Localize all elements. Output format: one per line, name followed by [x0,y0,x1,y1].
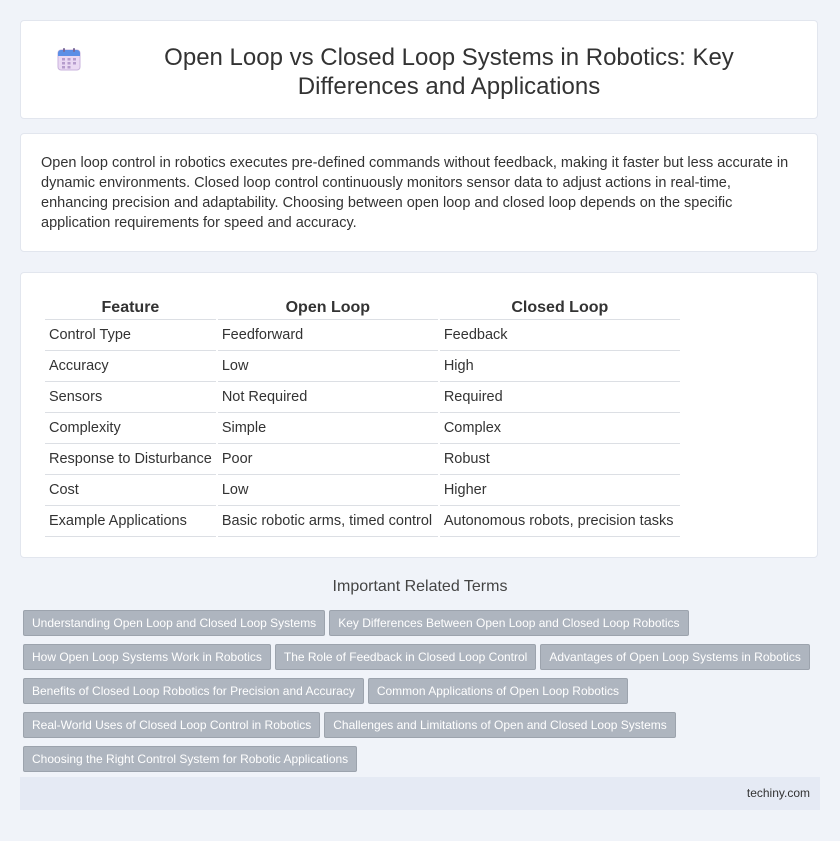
related-term-link[interactable]: Challenges and Limitations of Open and Closed Loop Systems [324,712,676,738]
table-cell: Sensors [45,382,216,413]
table-cell: Not Required [218,382,438,413]
title-card [20,20,818,119]
table-cell: Complex [440,413,680,444]
related-term-link[interactable]: Common Applications of Open Loop Robotics [368,678,628,704]
comparison-table [43,295,682,537]
table-cell: Required [440,382,680,413]
table-cell: Poor [218,444,438,475]
table-row [45,413,680,444]
related-terms-list [23,610,823,780]
table-cell: Basic robotic arms, timed control [218,506,438,537]
table-header-row [45,295,680,320]
table-cell: Complexity [45,413,216,444]
related-terms-title: Important Related Terms [332,578,508,595]
table-cell: Simple [218,413,438,444]
table-row [45,444,680,475]
table-cell: Feedback [440,320,680,351]
table-cell: Cost [45,475,216,506]
related-term-link[interactable]: Understanding Open Loop and Closed Loop Systems [23,610,325,636]
table-cell: Feedforward [218,320,438,351]
table-row [45,382,680,413]
footer [20,777,820,810]
table-cell: Control Type [45,320,216,351]
summary-text: Open loop control in robotics executes pre-defined commands without feedback, making it faster but less accurate in dynamic environments. Closed loop control continuously monitors sensor data to adjust actions in real-time, enhancing precision and adaptability. Choosing between open loop and closed loop depends on the specific application requirements for speed and accuracy. [41,155,789,231]
table-row [45,320,680,351]
table-cell: High [440,351,680,382]
table-cell: Robust [440,444,680,475]
table-row [45,506,680,537]
column-header: Open Loop [218,295,438,320]
table-cell: Higher [440,475,680,506]
page-title: Open Loop vs Closed Loop Systems in Robotics: Key Differences and Applications [164,44,734,100]
table-cell: Accuracy [45,351,216,382]
related-term-link[interactable]: The Role of Feedback in Closed Loop Control [275,644,536,670]
summary-card [20,133,818,252]
related-term-link[interactable]: Benefits of Closed Loop Robotics for Precision and Accuracy [23,678,364,704]
site-name[interactable]: techiny.com [746,786,810,800]
column-header: Feature [45,295,216,320]
related-term-link[interactable]: Real-World Uses of Closed Loop Control in Robotics [23,712,320,738]
related-term-link[interactable]: How Open Loop Systems Work in Robotics [23,644,271,670]
column-header: Closed Loop [440,295,680,320]
comparison-table-card [20,272,818,558]
table-cell: Low [218,475,438,506]
table-cell: Response to Disturbance [45,444,216,475]
calendar-icon [57,47,81,71]
table-cell: Example Applications [45,506,216,537]
related-term-link[interactable]: Key Differences Between Open Loop and Closed Loop Robotics [329,610,688,636]
related-term-link[interactable]: Advantages of Open Loop Systems in Robotics [540,644,809,670]
table-row [45,475,680,506]
table-row [45,351,680,382]
table-cell: Autonomous robots, precision tasks [440,506,680,537]
related-term-link[interactable]: Choosing the Right Control System for Robotic Applications [23,746,357,772]
table-cell: Low [218,351,438,382]
